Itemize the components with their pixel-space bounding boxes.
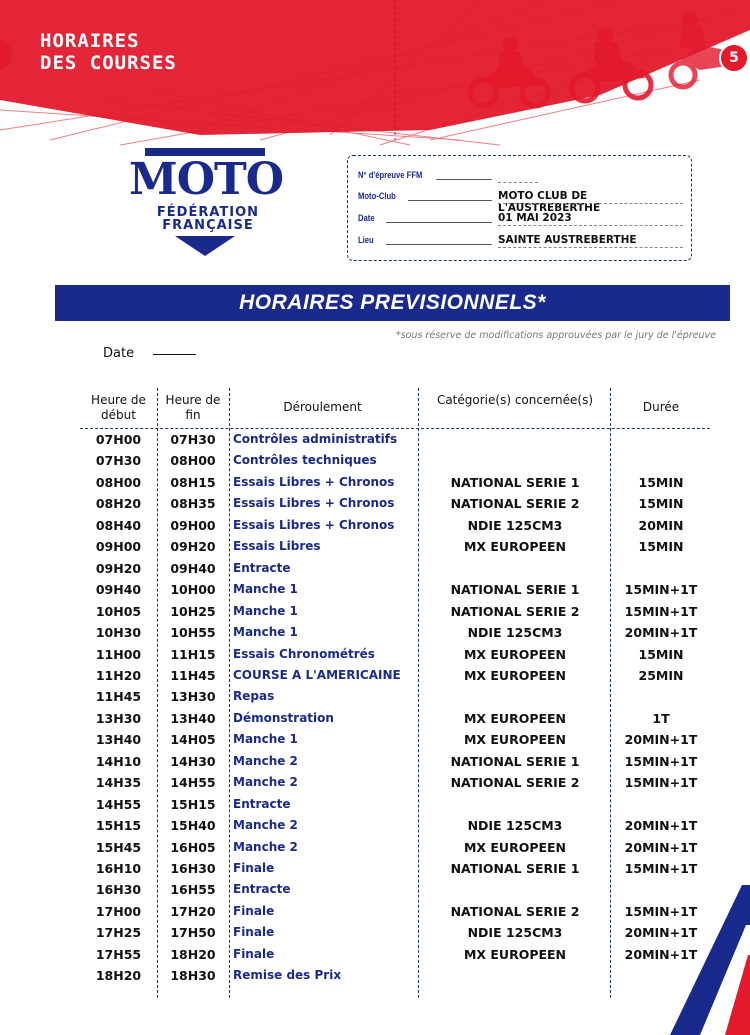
disclaimer-note: *sous réserve de modifications approuvées par le jury de l'épreuve — [395, 330, 716, 341]
cell-categorie: NDIE 125CM3 — [467, 925, 563, 941]
info-row-club — [358, 190, 683, 214]
cell-deroulement: Essais Chronométrés — [233, 646, 375, 661]
cell-duree: 20MIN+1T — [624, 625, 698, 641]
cell-deroulement: Essais Libres + Chronos — [233, 496, 395, 511]
cell-debut: 07H00 — [95, 432, 142, 447]
table-row — [0, 944, 750, 965]
cell-duree: 20MIN+1T — [624, 925, 698, 941]
cell-deroulement: Manche 1 — [233, 582, 298, 597]
cell-categorie: NDIE 125CM3 — [467, 517, 563, 533]
cell-deroulement: Finale — [233, 925, 275, 940]
cell-duree: 15MIN — [638, 496, 684, 512]
cell-deroulement: Finale — [233, 861, 275, 875]
cell-categorie: NATIONAL SERIE 1 — [450, 582, 580, 598]
cell-deroulement: Finale — [233, 903, 275, 918]
table-row — [0, 794, 750, 815]
cell-deroulement: Manche 1 — [233, 625, 298, 640]
cell-deroulement: COURSE A L'AMERICAINE — [233, 667, 401, 682]
cell-debut: 13H30 — [95, 710, 142, 726]
table-row — [0, 429, 750, 450]
cell-duree: 25MIN — [638, 667, 684, 683]
table-row — [0, 879, 750, 900]
schedule-banner: HORAIRES PREVISIONNELS* — [55, 285, 730, 321]
cell-duree: 15MIN+1T — [624, 603, 698, 619]
section-title — [40, 30, 177, 74]
cell-duree: 15MIN+1T — [624, 775, 698, 791]
table-row — [0, 686, 750, 707]
lieu-value: SAINTE AUSTREBERTHE — [498, 234, 637, 246]
cell-categorie: MX EUROPEEN — [463, 539, 567, 555]
cell-debut: 14H35 — [95, 775, 142, 791]
cell-fin: 08H15 — [170, 474, 216, 490]
title-line-1: HORAIRES — [40, 30, 140, 52]
cell-fin: 16H55 — [170, 882, 216, 898]
cell-fin: 17H20 — [170, 903, 216, 919]
cell-fin: 08H35 — [170, 496, 216, 512]
cell-duree: 15MIN — [638, 539, 684, 555]
date-field-label: Date — [103, 346, 135, 361]
logo-word: MOTO — [129, 154, 284, 205]
cell-debut: 11H45 — [95, 689, 142, 705]
cell-fin: 16H30 — [170, 861, 216, 876]
table-row — [0, 965, 750, 986]
cell-debut: 09H20 — [95, 560, 142, 576]
cell-deroulement: Démonstration — [233, 710, 334, 725]
club-value: MOTO CLUB DE L'AUSTREBERTHE — [498, 190, 601, 214]
cell-categorie: NDIE 125CM3 — [467, 625, 563, 641]
cell-deroulement: Remise des Prix — [233, 968, 342, 983]
page-header — [0, 0, 750, 150]
cell-fin: 10H00 — [170, 582, 216, 598]
cell-debut: 08H00 — [95, 474, 142, 490]
cell-debut: 09H00 — [95, 539, 142, 555]
header-debut: Heure de début — [91, 393, 146, 422]
cell-categorie: NATIONAL SERIE 2 — [450, 903, 580, 919]
cell-fin: 11H45 — [170, 667, 216, 683]
cell-debut: 15H15 — [95, 818, 142, 834]
cell-duree: 20MIN — [638, 517, 684, 533]
cell-fin: 18H20 — [170, 946, 216, 962]
cell-categorie: MX EUROPEEN — [463, 667, 567, 683]
cell-debut: 16H10 — [95, 861, 142, 876]
logo-subtitle: FÉDÉRATION FRANÇAISE — [156, 205, 260, 233]
cell-categorie: MX EUROPEEN — [463, 839, 567, 855]
cell-categorie: NATIONAL SERIE 2 — [450, 775, 580, 791]
cell-deroulement: Manche 2 — [233, 818, 298, 833]
table-row — [0, 472, 750, 493]
cell-debut: 08H20 — [95, 496, 142, 512]
cell-deroulement: Essais Libres + Chronos — [233, 474, 395, 489]
cell-deroulement: Manche 1 — [233, 603, 298, 618]
cell-fin: 13H40 — [170, 710, 216, 726]
cell-debut: 17H55 — [95, 946, 142, 962]
cell-deroulement: Manche 2 — [233, 839, 298, 854]
date-info-label: Date — [358, 213, 375, 223]
cell-debut: 18H20 — [95, 968, 142, 984]
cell-duree: 15MIN+1T — [624, 753, 698, 769]
cell-duree: 15MIN+1T — [624, 582, 698, 598]
cell-categorie: NATIONAL SERIE 2 — [450, 496, 580, 512]
cell-fin: 09H00 — [170, 517, 216, 533]
table-row — [0, 772, 750, 793]
red-lines-graphic — [0, 0, 750, 150]
table-row — [0, 622, 750, 643]
cell-duree: 15MIN — [638, 646, 684, 662]
info-row-epreuve — [358, 170, 683, 184]
cell-deroulement: Repas — [233, 689, 275, 704]
table-row — [0, 601, 750, 622]
cell-categorie: MX EUROPEEN — [463, 946, 567, 962]
cell-duree: 20MIN+1T — [624, 732, 698, 748]
cell-categorie: MX EUROPEEN — [463, 646, 567, 662]
cell-duree: 15MIN+1T — [624, 861, 698, 876]
cell-deroulement: Essais Libres + Chronos — [233, 517, 395, 532]
cell-deroulement: Manche 2 — [233, 775, 298, 790]
ffm-logo — [125, 148, 285, 258]
table-row — [0, 922, 750, 943]
header-duree: Durée — [642, 400, 680, 414]
cell-duree: 20MIN+1T — [624, 818, 698, 834]
cell-debut: 11H00 — [95, 646, 142, 662]
cell-debut: 08H40 — [95, 517, 142, 533]
cell-debut: 16H30 — [95, 882, 142, 898]
tricolor-corner-graphic — [670, 885, 750, 1035]
cell-fin: 10H55 — [170, 625, 216, 641]
cell-fin: 17H50 — [170, 925, 216, 941]
cell-debut: 07H30 — [95, 453, 142, 469]
cell-deroulement: Entracte — [233, 796, 291, 811]
date-info-value: 01 MAI 2023 — [498, 212, 572, 224]
cell-categorie: NATIONAL SERIE 1 — [450, 861, 580, 876]
table-row — [0, 901, 750, 922]
cell-duree: 15MIN+1T — [624, 903, 698, 919]
cell-debut: 14H10 — [95, 753, 142, 769]
date-field-line — [153, 354, 196, 355]
cell-debut: 13H40 — [95, 732, 142, 748]
cell-fin: 13H30 — [170, 689, 216, 705]
cell-fin: 11H15 — [170, 646, 216, 662]
table-row — [0, 536, 750, 557]
table-row — [0, 729, 750, 750]
table-header — [80, 390, 720, 428]
cell-fin: 09H40 — [170, 560, 216, 576]
cell-debut: 17H25 — [95, 925, 142, 941]
table-row — [0, 665, 750, 686]
club-label: Moto-Club — [358, 191, 396, 201]
table-row — [0, 558, 750, 579]
cell-fin: 14H30 — [170, 753, 216, 769]
cell-debut: 17H00 — [95, 903, 142, 919]
info-row-date — [358, 213, 683, 227]
cell-fin: 15H15 — [170, 796, 216, 812]
table-row — [0, 644, 750, 665]
cell-fin: 16H05 — [170, 839, 216, 855]
cell-fin: 09H20 — [170, 539, 216, 555]
cell-debut: 10H30 — [95, 625, 142, 641]
cell-deroulement: Essais Libres — [233, 539, 321, 554]
table-row — [0, 708, 750, 729]
table-row — [0, 493, 750, 514]
epreuve-label: N° d'épreuve FFM — [358, 170, 423, 180]
header-categorie: Catégorie(s) concernée(s) — [436, 393, 594, 407]
cell-deroulement: Manche 1 — [233, 732, 298, 747]
cell-duree: 15MIN — [638, 474, 684, 490]
info-row-lieu — [358, 235, 683, 249]
cell-duree: 1T — [652, 710, 670, 726]
cell-fin: 15H40 — [170, 818, 216, 834]
cell-fin: 08H00 — [170, 453, 216, 469]
cell-categorie: MX EUROPEEN — [463, 710, 567, 726]
cell-debut: 15H45 — [95, 839, 142, 855]
cell-deroulement: Entracte — [233, 560, 291, 575]
cell-deroulement: Finale — [233, 946, 275, 961]
cell-debut: 09H40 — [95, 582, 142, 598]
header-fin: Heure de fin — [165, 393, 221, 422]
cell-categorie: NATIONAL SERIE 1 — [450, 474, 580, 490]
cell-categorie: NATIONAL SERIE 1 — [450, 753, 580, 769]
cell-debut: 10H05 — [95, 603, 142, 619]
cell-duree: 20MIN+1T — [624, 839, 698, 855]
cell-categorie: NATIONAL SERIE 2 — [450, 603, 580, 619]
cell-deroulement: Contrôles techniques — [233, 453, 377, 468]
cell-deroulement: Contrôles administratifs — [233, 432, 398, 446]
cell-fin: 14H05 — [170, 732, 216, 748]
cell-fin: 14H55 — [170, 775, 216, 791]
table-row — [0, 751, 750, 772]
event-info-box — [347, 155, 692, 261]
cell-deroulement: Entracte — [233, 882, 291, 897]
table-row — [0, 815, 750, 836]
cell-fin: 07H30 — [170, 432, 216, 447]
cell-fin: 10H25 — [170, 603, 216, 619]
table-row — [0, 515, 750, 536]
title-line-2: DES COURSES — [40, 52, 177, 74]
cell-deroulement: Manche 2 — [233, 753, 298, 768]
cell-fin: 18H30 — [170, 968, 216, 984]
table-row — [0, 858, 750, 879]
cell-duree: 20MIN+1T — [624, 946, 698, 962]
cell-categorie: MX EUROPEEN — [463, 732, 567, 748]
header-deroulement: Déroulement — [283, 400, 362, 414]
cell-debut: 14H55 — [95, 796, 142, 812]
cell-categorie: NDIE 125CM3 — [467, 818, 563, 834]
cell-debut: 11H20 — [95, 667, 142, 683]
lieu-label: Lieu — [358, 235, 374, 245]
table-row — [0, 579, 750, 600]
table-row — [0, 837, 750, 858]
page-number-badge: 5 — [719, 43, 749, 73]
table-row — [0, 450, 750, 471]
